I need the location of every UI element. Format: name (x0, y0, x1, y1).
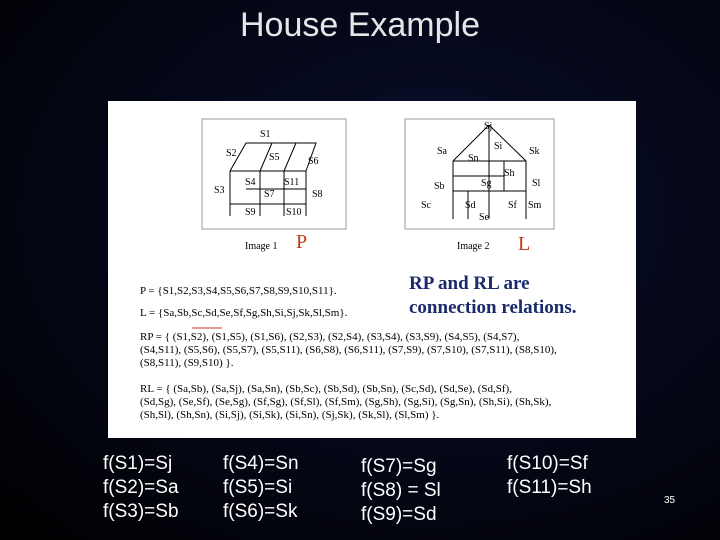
label-s8: S8 (312, 189, 323, 200)
label-se: Se (479, 212, 489, 223)
label-s11: S11 (284, 177, 300, 188)
label-sh: Sh (504, 168, 515, 179)
mapping-item: f(S5)=Si (223, 477, 293, 498)
mapping-item: f(S1)=Sj (103, 453, 173, 474)
image2-labels (421, 121, 542, 223)
mapping-column-1 (103, 452, 179, 524)
image1-frame (202, 119, 346, 229)
label-s10: S10 (286, 207, 302, 218)
mapping-column-3 (361, 455, 441, 527)
note-line2: connection relations. (409, 297, 577, 318)
mapping-item: f(S10)=Sf (507, 453, 588, 474)
page-number: 35 (664, 495, 676, 506)
figure-panel (108, 101, 636, 438)
image2-caption: Image 2 (457, 241, 490, 252)
image1-marker: P (296, 231, 308, 253)
rp-relation (140, 331, 557, 370)
label-s4: S4 (245, 177, 256, 188)
mapping-item: f(S7)=Sg (361, 456, 437, 477)
label-sf: Sf (508, 200, 517, 211)
p-set: P = {S1,S2,S3,S4,S5,S6,S7,S8,S9,S10,S11}. (140, 285, 337, 297)
label-s1: S1 (260, 129, 271, 140)
mapping-item: f(S11)=Sh (507, 477, 592, 498)
label-s9: S9 (245, 207, 256, 218)
label-s5: S5 (269, 152, 280, 163)
label-sg: Sg (481, 178, 492, 189)
rl-line: (Sh,Sl), (Sh,Sn), (Si,Sj), (Si,Sk), (Si,Sn), (Sj,Sk), (Sk,Sl), (Sl,Sm) }. (140, 409, 440, 421)
label-sj: Sj (484, 121, 493, 132)
label-sb: Sb (434, 181, 445, 192)
label-s7: S7 (264, 189, 275, 200)
label-s3: S3 (214, 185, 225, 196)
label-sm: Sm (528, 200, 542, 211)
label-sa: Sa (437, 146, 447, 157)
label-s2: S2 (226, 148, 237, 159)
rp-line: (S8,S11), (S9,S10) }. (140, 357, 234, 369)
label-sk: Sk (529, 146, 540, 157)
label-si: Si (494, 141, 503, 152)
slide-title: House Example (239, 6, 480, 44)
image1-caption: Image 1 (245, 241, 278, 252)
image2-marker: L (518, 233, 531, 255)
mapping-item: f(S6)=Sk (223, 501, 298, 522)
rl-line: RL = { (Sa,Sb), (Sa,Sj), (Sa,Sn), (Sb,Sc), (Sb,Sd), (Sb,Sn), (Sc,Sd), (Sd,Se), (Sd,Sf), (140, 383, 512, 395)
rl-relation (140, 383, 551, 422)
l-set: L = {Sa,Sb,Sc,Sd,Se,Sf,Sg,Sh,Si,Sj,Sk,Sl,Sm}. (140, 307, 348, 319)
mapping-item: f(S9)=Sd (361, 504, 437, 525)
mapping-item: f(S4)=Sn (223, 453, 299, 474)
mapping-item: f(S8) = Sl (361, 480, 441, 501)
mapping-item: f(S3)=Sb (103, 501, 179, 522)
mapping-column-4 (507, 452, 592, 500)
label-sd: Sd (465, 200, 476, 211)
label-sc: Sc (421, 200, 431, 211)
note-line1: RP and RL are (409, 273, 530, 294)
mapping-column-2 (223, 452, 299, 524)
rp-line: (S4,S11), (S5,S6), (S5,S7), (S5,S11), (S6,S8), (S6,S11), (S7,S9), (S7,S10), (S7,S11), (S8,S10), (140, 344, 557, 356)
mapping-item: f(S2)=Sa (103, 477, 179, 498)
label-sn: Sn (468, 153, 479, 164)
rl-line: (Sd,Sg), (Se,Sf), (Se,Sg), (Sf,Sg), (Sf,Sl), (Sf,Sm), (Sg,Sh), (Sg,Si), (Sg,Sn), (Sh,Si), (Sh,Sk), (140, 396, 552, 408)
label-sl: Sl (532, 178, 541, 189)
rp-line: RP = { (S1,S2), (S1,S5), (S1,S6), (S2,S3), (S2,S4), (S3,S4), (S3,S9), (S4,S5), (S4,S7), (140, 331, 520, 343)
label-s6: S6 (308, 156, 319, 167)
